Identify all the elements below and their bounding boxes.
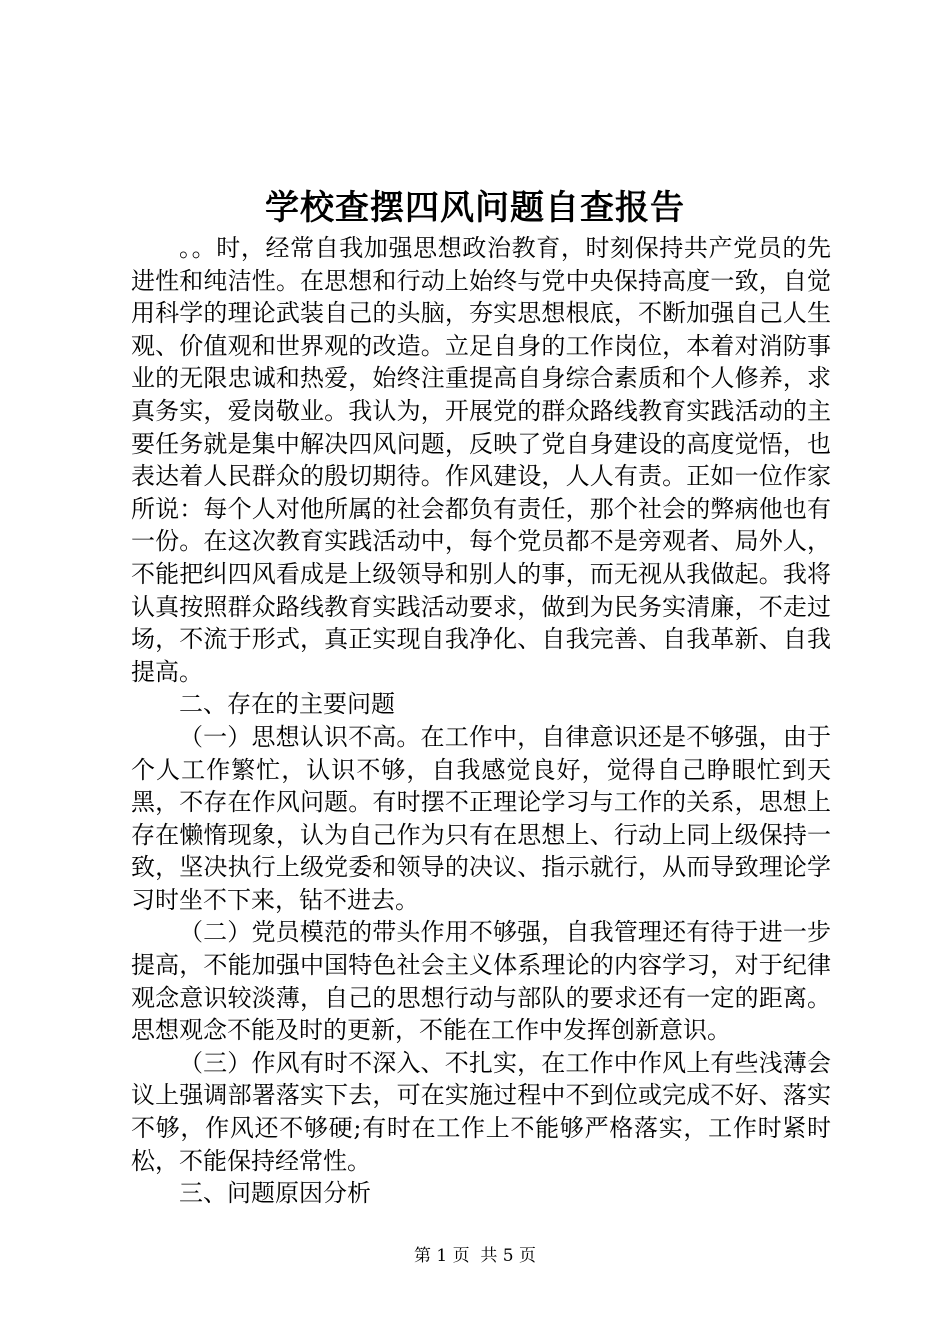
document-body [131,232,831,1210]
body-paragraph: （二）党员模范的带头作用不够强，自我管理还有待于进一步提高，不能加强中国特色社会主义体系理论的内容学习，对于纪律观念意识较淡薄，自己的思想行动与部队的要求还有一定的距离。思想观念不能及时的更新，不能在工作中发挥创新意识。 [131,918,831,1045]
page-footer [0,1244,950,1268]
document-title: 学校查摆四风问题自查报告 [265,188,685,228]
body-paragraph: （一）思想认识不高。在工作中，自律意识还是不够强，由于个人工作繁忙，认识不够，自我感觉良好，觉得自己睁眼忙到天黑，不存在作风问题。有时摆不正理论学习与工作的关系，思想上存在懒惰现象，认为自己作为只有在思想上、行动上同上级保持一致，坚决执行上级党委和领导的决议、指示就行，从而导致理论学习时坐不下来，钻不进去。 [131,722,831,914]
section-heading: 三、问题原因分析 [179,1179,371,1208]
body-paragraph: （三）作风有时不深入、不扎实，在工作中作风上有些浅薄会议上强调部署落实下去，可在实施过程中不到位或完成不好、落实不够，作风还不够硬;有时在工作上不能够严格落实，工作时紧时松，不能保持经常性。 [131,1048,831,1175]
body-paragraph: 。。时，经常自我加强思想政治教育，时刻保持共产党员的先进性和纯洁性。在思想和行动上始终与党中央保持高度一致，自觉用科学的理论武装自己的头脑，夯实思想根底，不断加强自己人生观、价值观和世界观的改造。立足自身的工作岗位，本着对消防事业的无限忠诚和热爱，始终注重提高自身综合素质和个人修养，求真务实，爱岗敬业。我认为，开展党的群众路线教育实践活动的主要任务就是集中解决四风问题，反映了党自身建设的高度觉悟，也表达着人民群众的殷切期待。作风建设，人人有责。正如一位作家所说：每个人对他所属的社会都负有责任，那个社会的弊病他也有一份。在这次教育实践活动中，每个党员都不是旁观者、局外人，不能把纠四风看成是上级领导和别人的事，而无视从我做起。我将认真按照群众路线教育实践活动要求，做到为民务实清廉，不走过场，不流于形式，真正实现自我净化、自我完善、自我革新、自我提高。 [131,234,831,686]
page-number-indicator: 第 1 页 共 5 页 [413,1246,537,1266]
section-heading: 二、存在的主要问题 [179,690,395,719]
